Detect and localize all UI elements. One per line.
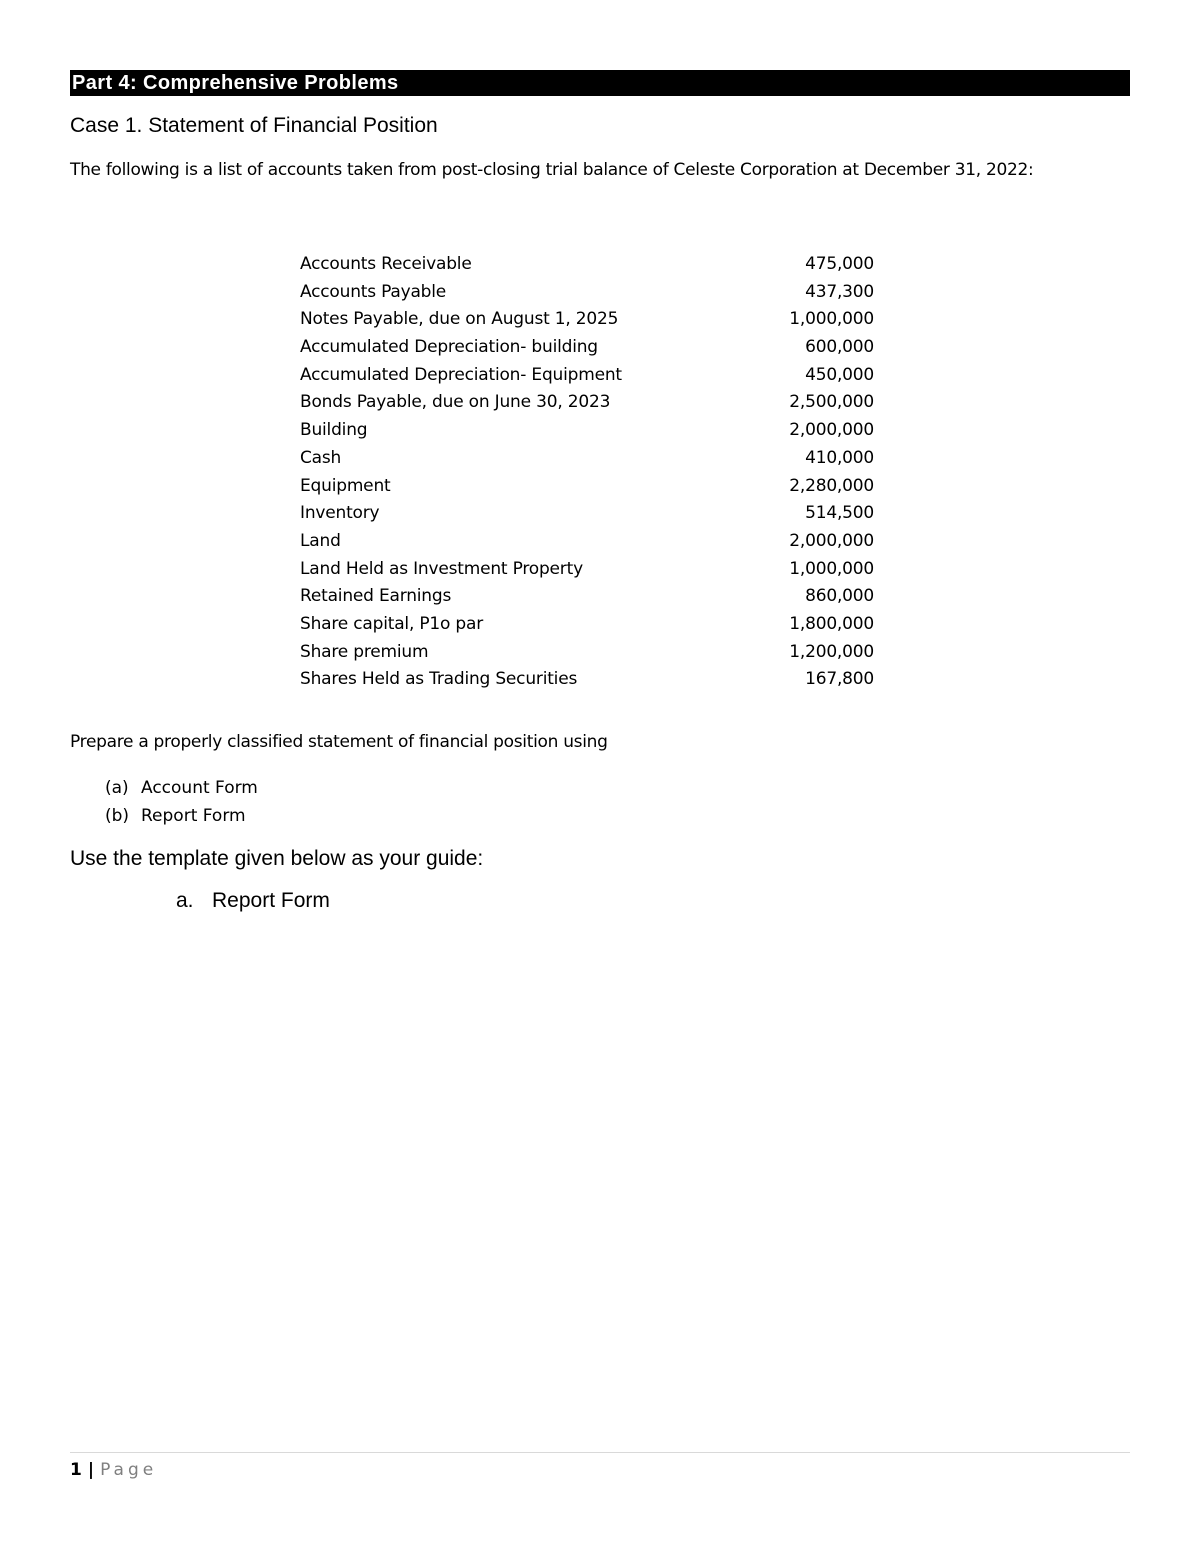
template-sub-item xyxy=(176,888,330,914)
account-name: Equipment xyxy=(300,475,391,496)
list-marker: a. xyxy=(176,889,194,912)
case-title: Case 1. Statement of Financial Position xyxy=(70,114,438,137)
section-heading xyxy=(70,70,1130,96)
account-amount: 437,300 xyxy=(805,281,874,302)
account-name: Accumulated Depreciation- Equipment xyxy=(300,364,622,385)
list-item xyxy=(105,777,258,805)
account-amount: 475,000 xyxy=(805,254,874,274)
account-name: Notes Payable, due on August 1, 2025 xyxy=(300,309,619,330)
account-amount: 1,200,000 xyxy=(789,641,874,662)
template-instruction: Use the template given below as your guide: xyxy=(70,847,484,870)
account-name: Land xyxy=(300,530,341,551)
account-amount: 860,000 xyxy=(805,586,874,607)
list-item xyxy=(105,805,258,833)
account-name: Retained Earnings xyxy=(300,586,452,607)
account-name: Share capital, P1o par xyxy=(300,613,484,634)
footer-separator: | xyxy=(87,1460,95,1480)
page-number: 1 xyxy=(70,1460,82,1480)
account-name: Land Held as Investment Property xyxy=(300,558,583,579)
account-amount: 600,000 xyxy=(805,337,874,358)
intro-paragraph: The following is a list of accounts taken from post-closing trial balance of Celeste Corporation at December 31, 2022: xyxy=(70,160,1034,180)
account-amount: 450,000 xyxy=(805,364,874,385)
account-row xyxy=(300,335,874,363)
account-row xyxy=(300,584,874,612)
account-name: Bonds Payable, due on June 30, 2023 xyxy=(300,392,611,413)
account-name: Accounts Payable xyxy=(300,281,447,302)
page-label: Page xyxy=(100,1460,158,1480)
list-marker: (b) xyxy=(105,806,130,826)
list-item-label: Account Form xyxy=(141,778,258,798)
footer-divider xyxy=(70,1452,1130,1453)
account-row xyxy=(300,501,874,529)
account-row xyxy=(300,612,874,640)
list-item-label: Report Form xyxy=(141,806,246,826)
account-amount: 410,000 xyxy=(805,447,874,468)
account-name: Inventory xyxy=(300,503,380,524)
account-row xyxy=(300,667,874,695)
list-marker: (a) xyxy=(105,778,129,798)
account-name: Cash xyxy=(300,447,342,468)
account-name: Accumulated Depreciation- building xyxy=(300,337,598,358)
account-amount: 2,500,000 xyxy=(789,392,874,413)
account-row xyxy=(300,557,874,585)
account-row xyxy=(300,307,874,335)
section-heading-text: Part 4: Comprehensive Problems xyxy=(72,72,399,94)
instructions-paragraph: Prepare a properly classified statement of financial position using xyxy=(70,732,608,752)
account-row xyxy=(300,446,874,474)
account-row xyxy=(300,280,874,308)
account-name: Share premium xyxy=(300,641,429,662)
account-row xyxy=(300,640,874,668)
account-row xyxy=(300,529,874,557)
list-item-label: Report Form xyxy=(212,889,330,912)
account-amount: 2,000,000 xyxy=(789,420,874,441)
account-name: Building xyxy=(300,420,368,441)
account-row xyxy=(300,474,874,502)
page-footer xyxy=(70,1459,157,1481)
accounts-list xyxy=(300,252,874,695)
account-row xyxy=(300,418,874,446)
account-name: Accounts Receivable xyxy=(300,254,472,274)
account-amount: 1,800,000 xyxy=(789,613,874,634)
account-row xyxy=(300,363,874,391)
account-row xyxy=(300,252,874,280)
account-row xyxy=(300,390,874,418)
form-options-list xyxy=(105,777,258,833)
account-amount: 1,000,000 xyxy=(789,558,874,579)
account-amount: 1,000,000 xyxy=(789,309,874,330)
account-amount: 514,500 xyxy=(805,503,874,524)
account-amount: 2,280,000 xyxy=(789,475,874,496)
account-name: Shares Held as Trading Securities xyxy=(300,669,578,690)
account-amount: 167,800 xyxy=(805,669,874,690)
account-amount: 2,000,000 xyxy=(789,530,874,551)
